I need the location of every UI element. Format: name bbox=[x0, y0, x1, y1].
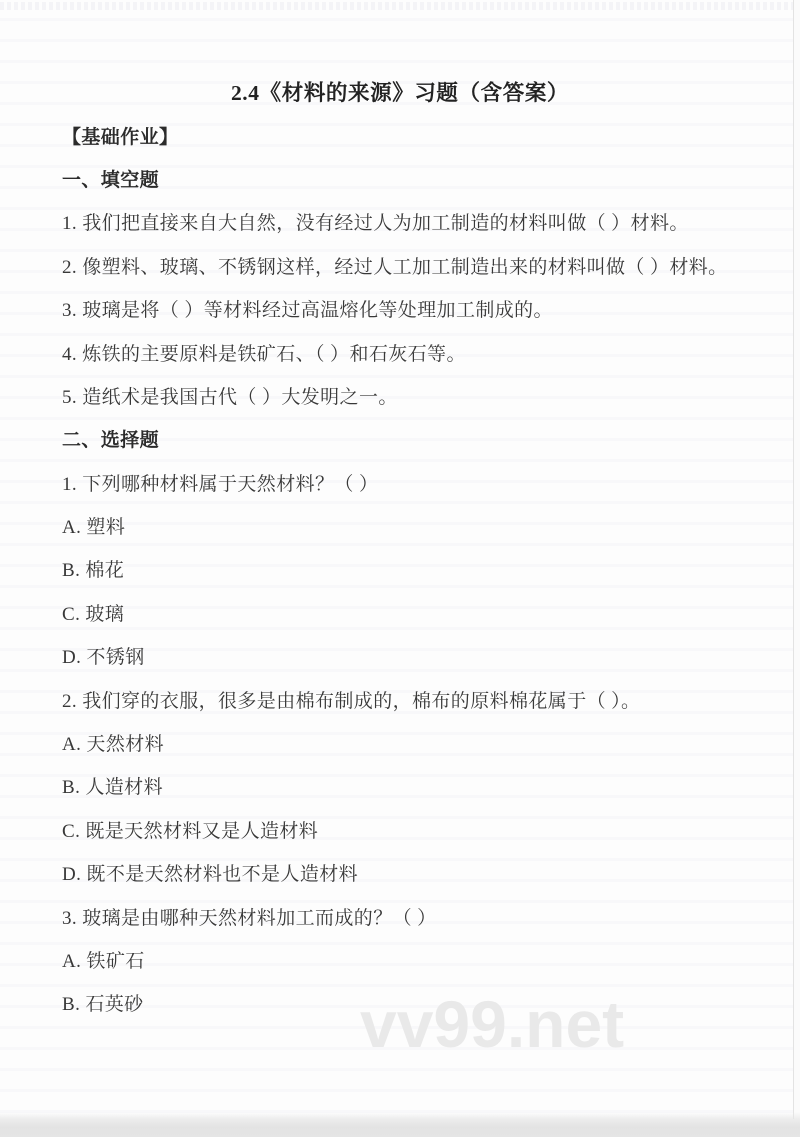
fill-in-question-2: 2. 像塑料、玻璃、不锈钢这样，经过人工加工制造出来的材料叫做（ ）材料。 bbox=[62, 256, 728, 278]
choice-q3-option-a: A. 铁矿石 bbox=[62, 951, 145, 972]
fill-in-question-3: 3. 玻璃是将（ ）等材料经过高温熔化等处理加工制成的。 bbox=[62, 300, 553, 322]
assignment-header: 【基础作业】 bbox=[62, 126, 179, 148]
choice-q2-option-a: A. 天然材料 bbox=[62, 734, 165, 756]
choice-q2-option-b: B. 人造材料 bbox=[62, 777, 163, 799]
choice-question-1: 1. 下列哪种材料属于天然材料？（ ） bbox=[62, 473, 379, 495]
choice-question-2: 2. 我们穿的衣服，很多是由棉布制成的，棉布的原料棉花属于（ ）。 bbox=[62, 690, 641, 712]
choice-q1-option-c: C. 玻璃 bbox=[62, 603, 125, 625]
choice-heading: 二、选择题 bbox=[62, 430, 160, 452]
watermark: vv99.net bbox=[360, 987, 625, 1061]
fill-in-heading: 一、填空题 bbox=[62, 169, 160, 191]
document-title: 2.4《材料的来源》习题（含答案） bbox=[230, 81, 570, 106]
choice-q1-option-a: A. 塑料 bbox=[62, 517, 126, 539]
fill-in-question-5: 5. 造纸术是我国古代（ ）大发明之一。 bbox=[62, 386, 398, 408]
worksheet-content bbox=[62, 70, 738, 1025]
choice-q2-option-d: D. 既不是天然材料也不是人造材料 bbox=[62, 864, 359, 886]
choice-q1-option-b: B. 棉花 bbox=[62, 560, 125, 582]
choice-q3-option-b: B. 石英砂 bbox=[62, 994, 144, 1016]
fill-in-question-4: 4. 炼铁的主要原料是铁矿石、（ ）和石灰石等。 bbox=[62, 343, 466, 365]
page-bottom-shadow bbox=[0, 1112, 800, 1119]
choice-question-3: 3. 玻璃是由哪种天然材料加工而成的？（ ） bbox=[62, 907, 437, 929]
scan-perforation-ticks bbox=[0, 2, 800, 10]
choice-q2-option-c: C. 既是天然材料又是人造材料 bbox=[62, 820, 319, 842]
desk-background-band bbox=[0, 1119, 800, 1137]
choice-q1-option-d: D. 不锈钢 bbox=[62, 647, 145, 669]
page-right-margin bbox=[794, 0, 800, 1120]
page-right-edge-line bbox=[793, 0, 794, 1120]
fill-in-question-1: 1. 我们把直接来自大自然，没有经过人为加工制造的材料叫做（ ）材料。 bbox=[62, 213, 689, 235]
